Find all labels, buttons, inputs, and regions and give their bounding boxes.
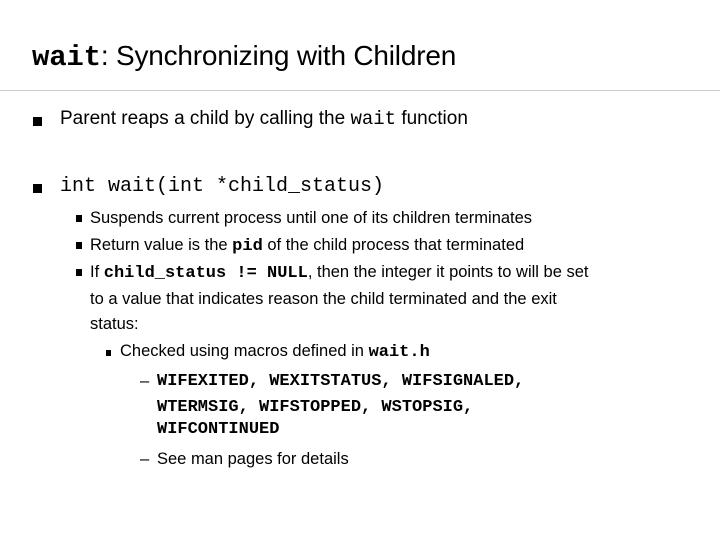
slide-title	[32, 40, 456, 74]
sub-bullet-2-code: pid	[232, 237, 263, 256]
dash-bullet-icon: –	[140, 372, 150, 390]
macros-line-1: WIFEXITED, WEXITSTATUS, WIFSIGNALED,	[157, 372, 525, 391]
bullet-parent-reaps	[60, 108, 468, 130]
sub-bullet-2-post: of the child process that terminated	[262, 236, 525, 254]
small-square-bullet-icon	[76, 269, 82, 276]
title-divider	[0, 90, 720, 91]
bullet-wait-signature: int wait(int *child_status)	[60, 175, 385, 198]
sub-bullet-3-code: child_status != NULL	[103, 264, 308, 283]
title-text: : Synchronizing with Children	[100, 40, 457, 71]
title-code: wait	[32, 41, 101, 74]
sub-bullet-3-line3: status:	[90, 315, 139, 333]
tiny-square-bullet-icon	[106, 350, 111, 356]
sub-bullet-suspends: Suspends current process until one of its children terminates	[90, 209, 533, 227]
level3-pre: Checked using macros defined in	[120, 342, 369, 360]
bullet-1-code: wait	[350, 108, 397, 130]
dash-bullet-icon: –	[140, 450, 150, 468]
square-bullet-icon	[33, 184, 42, 193]
sub-bullet-return-value	[90, 236, 524, 256]
macros-line-2: WTERMSIG, WIFSTOPPED, WSTOPSIG,	[157, 398, 474, 417]
sub-bullet-3-pre: If	[90, 263, 104, 281]
small-square-bullet-icon	[76, 242, 82, 249]
level3-checked-macros	[120, 342, 430, 362]
bullet-1-text-post: function	[396, 108, 468, 129]
see-man-pages: See man pages for details	[157, 450, 349, 468]
sub-bullet-3-line2: to a value that indicates reason the child terminated and the exit	[90, 290, 557, 308]
small-square-bullet-icon	[76, 215, 82, 222]
sub-bullet-child-status	[90, 263, 588, 283]
sub-bullet-2-pre: Return value is the	[90, 236, 233, 254]
square-bullet-icon	[33, 117, 42, 126]
macros-line-3: WIFCONTINUED	[157, 420, 280, 439]
bullet-1-text-pre: Parent reaps a child by calling the	[60, 108, 351, 129]
sub-bullet-3-post: , then the integer it points to will be set	[307, 263, 589, 281]
level3-code: wait.h	[368, 343, 430, 362]
